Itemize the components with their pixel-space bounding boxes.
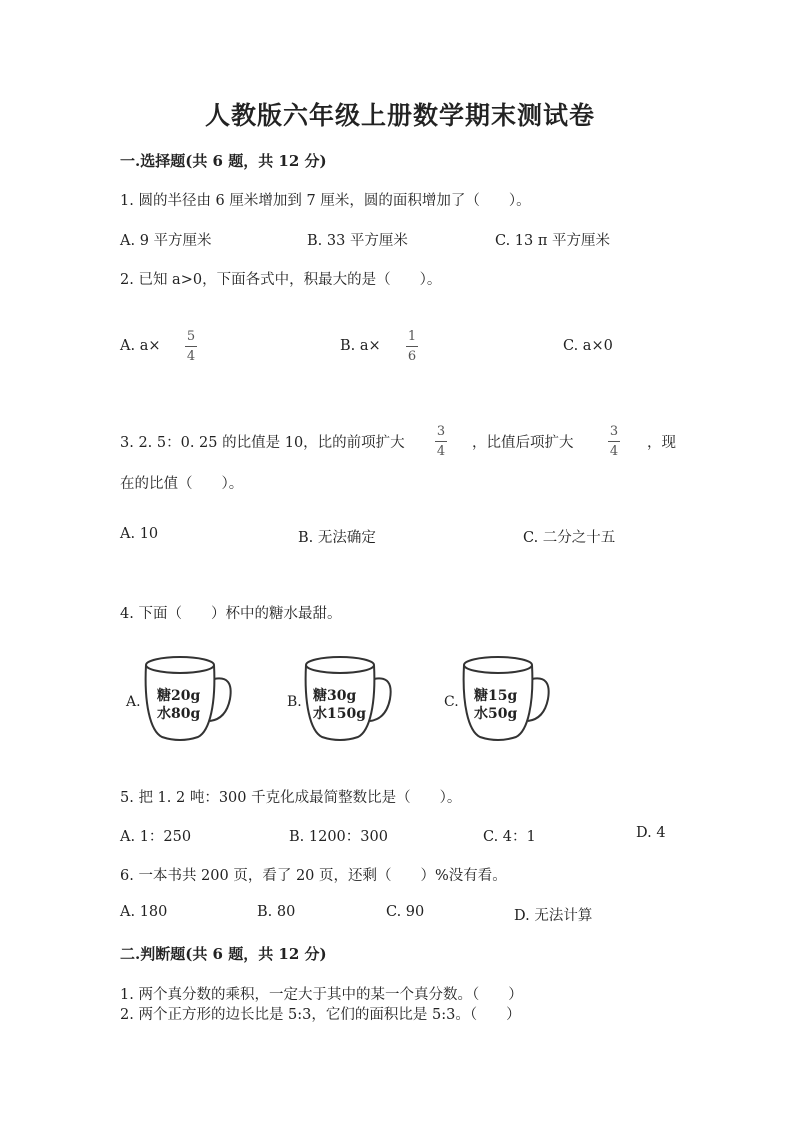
cup-a-sugar: 糖20g [157,688,201,704]
question-6-option-d: D. 无法计算 [514,908,593,924]
cup-c-label: C. [444,694,459,710]
fraction-numerator: 1 [407,329,417,344]
fraction-bar [406,346,418,347]
question-3-text-part3: ，现 [647,435,676,451]
fraction-numerator: 3 [436,424,446,439]
question-3-option-a: A. 10 [120,526,159,542]
judgment-question-2: 2. 两个正方形的边长比是 5:3，它们的面积比是 5:3。（ ） [120,1007,521,1023]
question-3-text-line2: 在的比值（ ）。 [120,476,244,492]
cup-a-water: 水80g [157,706,201,722]
question-1-text: 1. 圆的半径由 6 厘米增加到 7 厘米，圆的面积增加了（ ）。 [120,193,531,209]
question-6-text: 6. 一本书共 200 页，看了 20 页，还剩（ ）%没有看。 [120,868,507,884]
fraction-denominator: 4 [609,444,619,459]
fraction-denominator: 4 [436,444,446,459]
question-2-option-a: A. a× [120,338,161,354]
page-title: 人教版六年级上册数学期末测试卷 [204,101,595,130]
fraction-three-fourths-1 [435,425,447,458]
fraction-numerator: 3 [609,424,619,439]
fraction-five-fourths [185,330,197,363]
fraction-bar [608,441,620,442]
cup-b-water: 水150g [313,706,367,722]
question-2-option-c: C. a×0 [563,338,613,354]
question-1-option-b: B. 33 平方厘米 [307,233,408,249]
question-3-option-b: B. 无法确定 [298,530,376,546]
question-1-option-a: A. 9 平方厘米 [120,233,212,249]
question-3-text-part1: 3. 2. 5：0. 25 的比值是 10，比的前项扩大 [120,435,405,451]
question-5-option-c: C. 4：1 [483,829,536,845]
fraction-denominator: 6 [407,349,417,364]
question-5-text: 5. 把 1. 2 吨：300 千克化成最简整数比是（ ）。 [120,790,462,806]
question-3-text-part2: ，比值后项扩大 [472,435,574,451]
cup-c-sugar: 糖15g [474,688,518,704]
question-6-option-c: C. 90 [386,904,425,920]
fraction-bar [435,441,447,442]
judgment-question-1: 1. 两个真分数的乘积，一定大于其中的某一个真分数。（ ） [120,987,523,1003]
cup-b-sugar: 糖30g [313,688,357,704]
question-2-text: 2. 已知 a>0，下面各式中，积最大的是（ ）。 [120,272,442,288]
question-5-option-d: D. 4 [636,825,666,841]
cup-c-water: 水50g [474,706,518,722]
section-heading-judgment: 二.判断题(共 6 题，共 12 分) [120,945,327,963]
question-6-option-b: B. 80 [257,904,296,920]
cup-b-label: B. [287,694,302,710]
section-heading-choice: 一.选择题(共 6 题，共 12 分) [120,152,327,170]
fraction-bar [185,346,197,347]
fraction-denominator: 4 [186,349,196,364]
question-5-option-a: A. 1：250 [120,829,192,845]
question-1-option-c: C. 13 π 平方厘米 [495,233,610,249]
question-3-option-c: C. 二分之十五 [523,530,616,546]
cup-a-label: A. [126,694,141,710]
fraction-numerator: 5 [186,329,196,344]
fraction-one-sixth [406,330,418,363]
fraction-three-fourths-2 [608,425,620,458]
question-5-option-b: B. 1200：300 [289,829,388,845]
question-6-option-a: A. 180 [120,904,168,920]
question-4-text: 4. 下面（ ）杯中的糖水最甜。 [120,606,342,622]
question-2-option-b: B. a× [340,338,381,354]
